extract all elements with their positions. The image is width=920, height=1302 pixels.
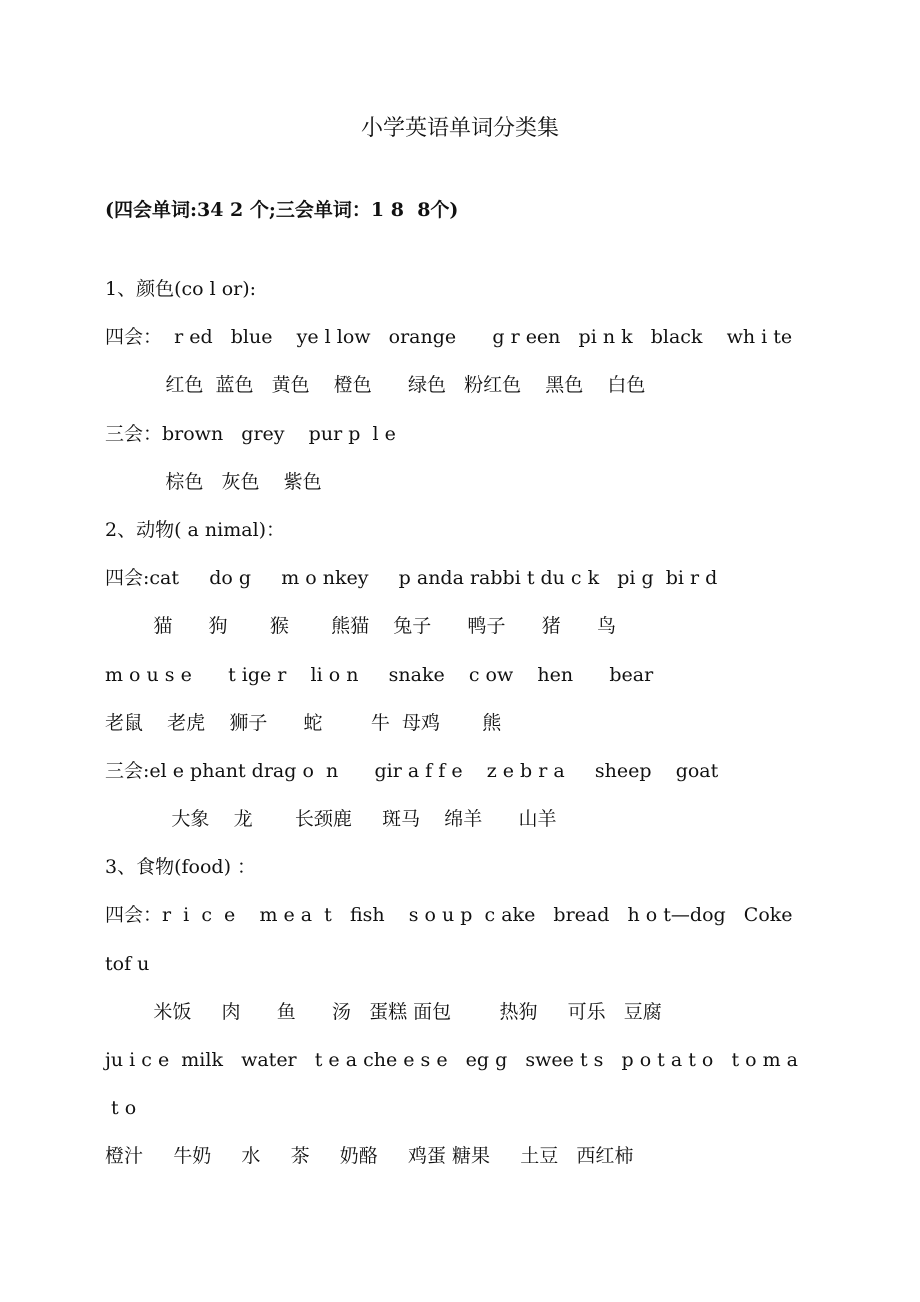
food-four-skill-meanings-1: 米饭 肉 鱼 汤 蛋糕 面包 热狗 可乐 豆腐 [105, 1001, 662, 1023]
color-three-skill-words: 三会：brown grey pur p l e [105, 423, 396, 445]
animal-four-skill-meanings-1: 猫 狗 猴 熊猫 兔子 鸭子 猪 鸟 [105, 615, 616, 637]
animal-four-skill-words-1: 四会:cat do g m o nkey p anda rabbi t du c k pi g bi r d [105, 567, 718, 589]
page-title: 小学英语单词分类集 [360, 116, 559, 141]
word-count-summary: (四会单词:34 2 个;三会单词：1 8 8个) [105, 199, 459, 221]
food-four-skill-meanings-2: 橙汁 牛奶 水 茶 奶酪 鸡蛋 糖果 土豆 西红柿 [105, 1145, 634, 1167]
animal-four-skill-words-2: m o u s e t ige r li o n snake c ow hen bear [105, 664, 654, 686]
food-four-skill-words-1: 四会：r i c e m e a t fish s o u p c ake bread h o t—dog Coke [105, 904, 793, 926]
animal-three-skill-meanings: 大象 龙 长颈鹿 斑马 绵羊 山羊 [105, 808, 557, 830]
food-four-skill-words-2-wrap: t o [105, 1097, 137, 1119]
animal-three-skill-words: 三会:el e phant drag o n gir a f f e z e b r a sheep goat [105, 760, 719, 782]
section-heading-food: 3、食物(food) ： [105, 856, 257, 878]
section-heading-color: 1、颜色(co l or): [105, 278, 257, 300]
color-three-skill-meanings: 棕色 灰色 紫色 [105, 471, 322, 493]
food-four-skill-words-1-wrap: tof u [105, 953, 150, 975]
food-four-skill-words-2: ju i c e milk water t e a che e s e eg g swee t s p o t a t o t o m a [105, 1049, 798, 1071]
section-heading-animal: 2、动物( a nimal)： [105, 519, 286, 541]
animal-four-skill-meanings-2: 老鼠 老虎 狮子 蛇 牛 母鸡 熊 [105, 712, 502, 734]
color-four-skill-meanings: 红色 蓝色 黄色 橙色 绿色 粉红色 黑色 白色 [105, 374, 646, 396]
color-four-skill-words: 四会： r ed blue ye l low orange g r een pi n k black wh i te [105, 326, 793, 348]
